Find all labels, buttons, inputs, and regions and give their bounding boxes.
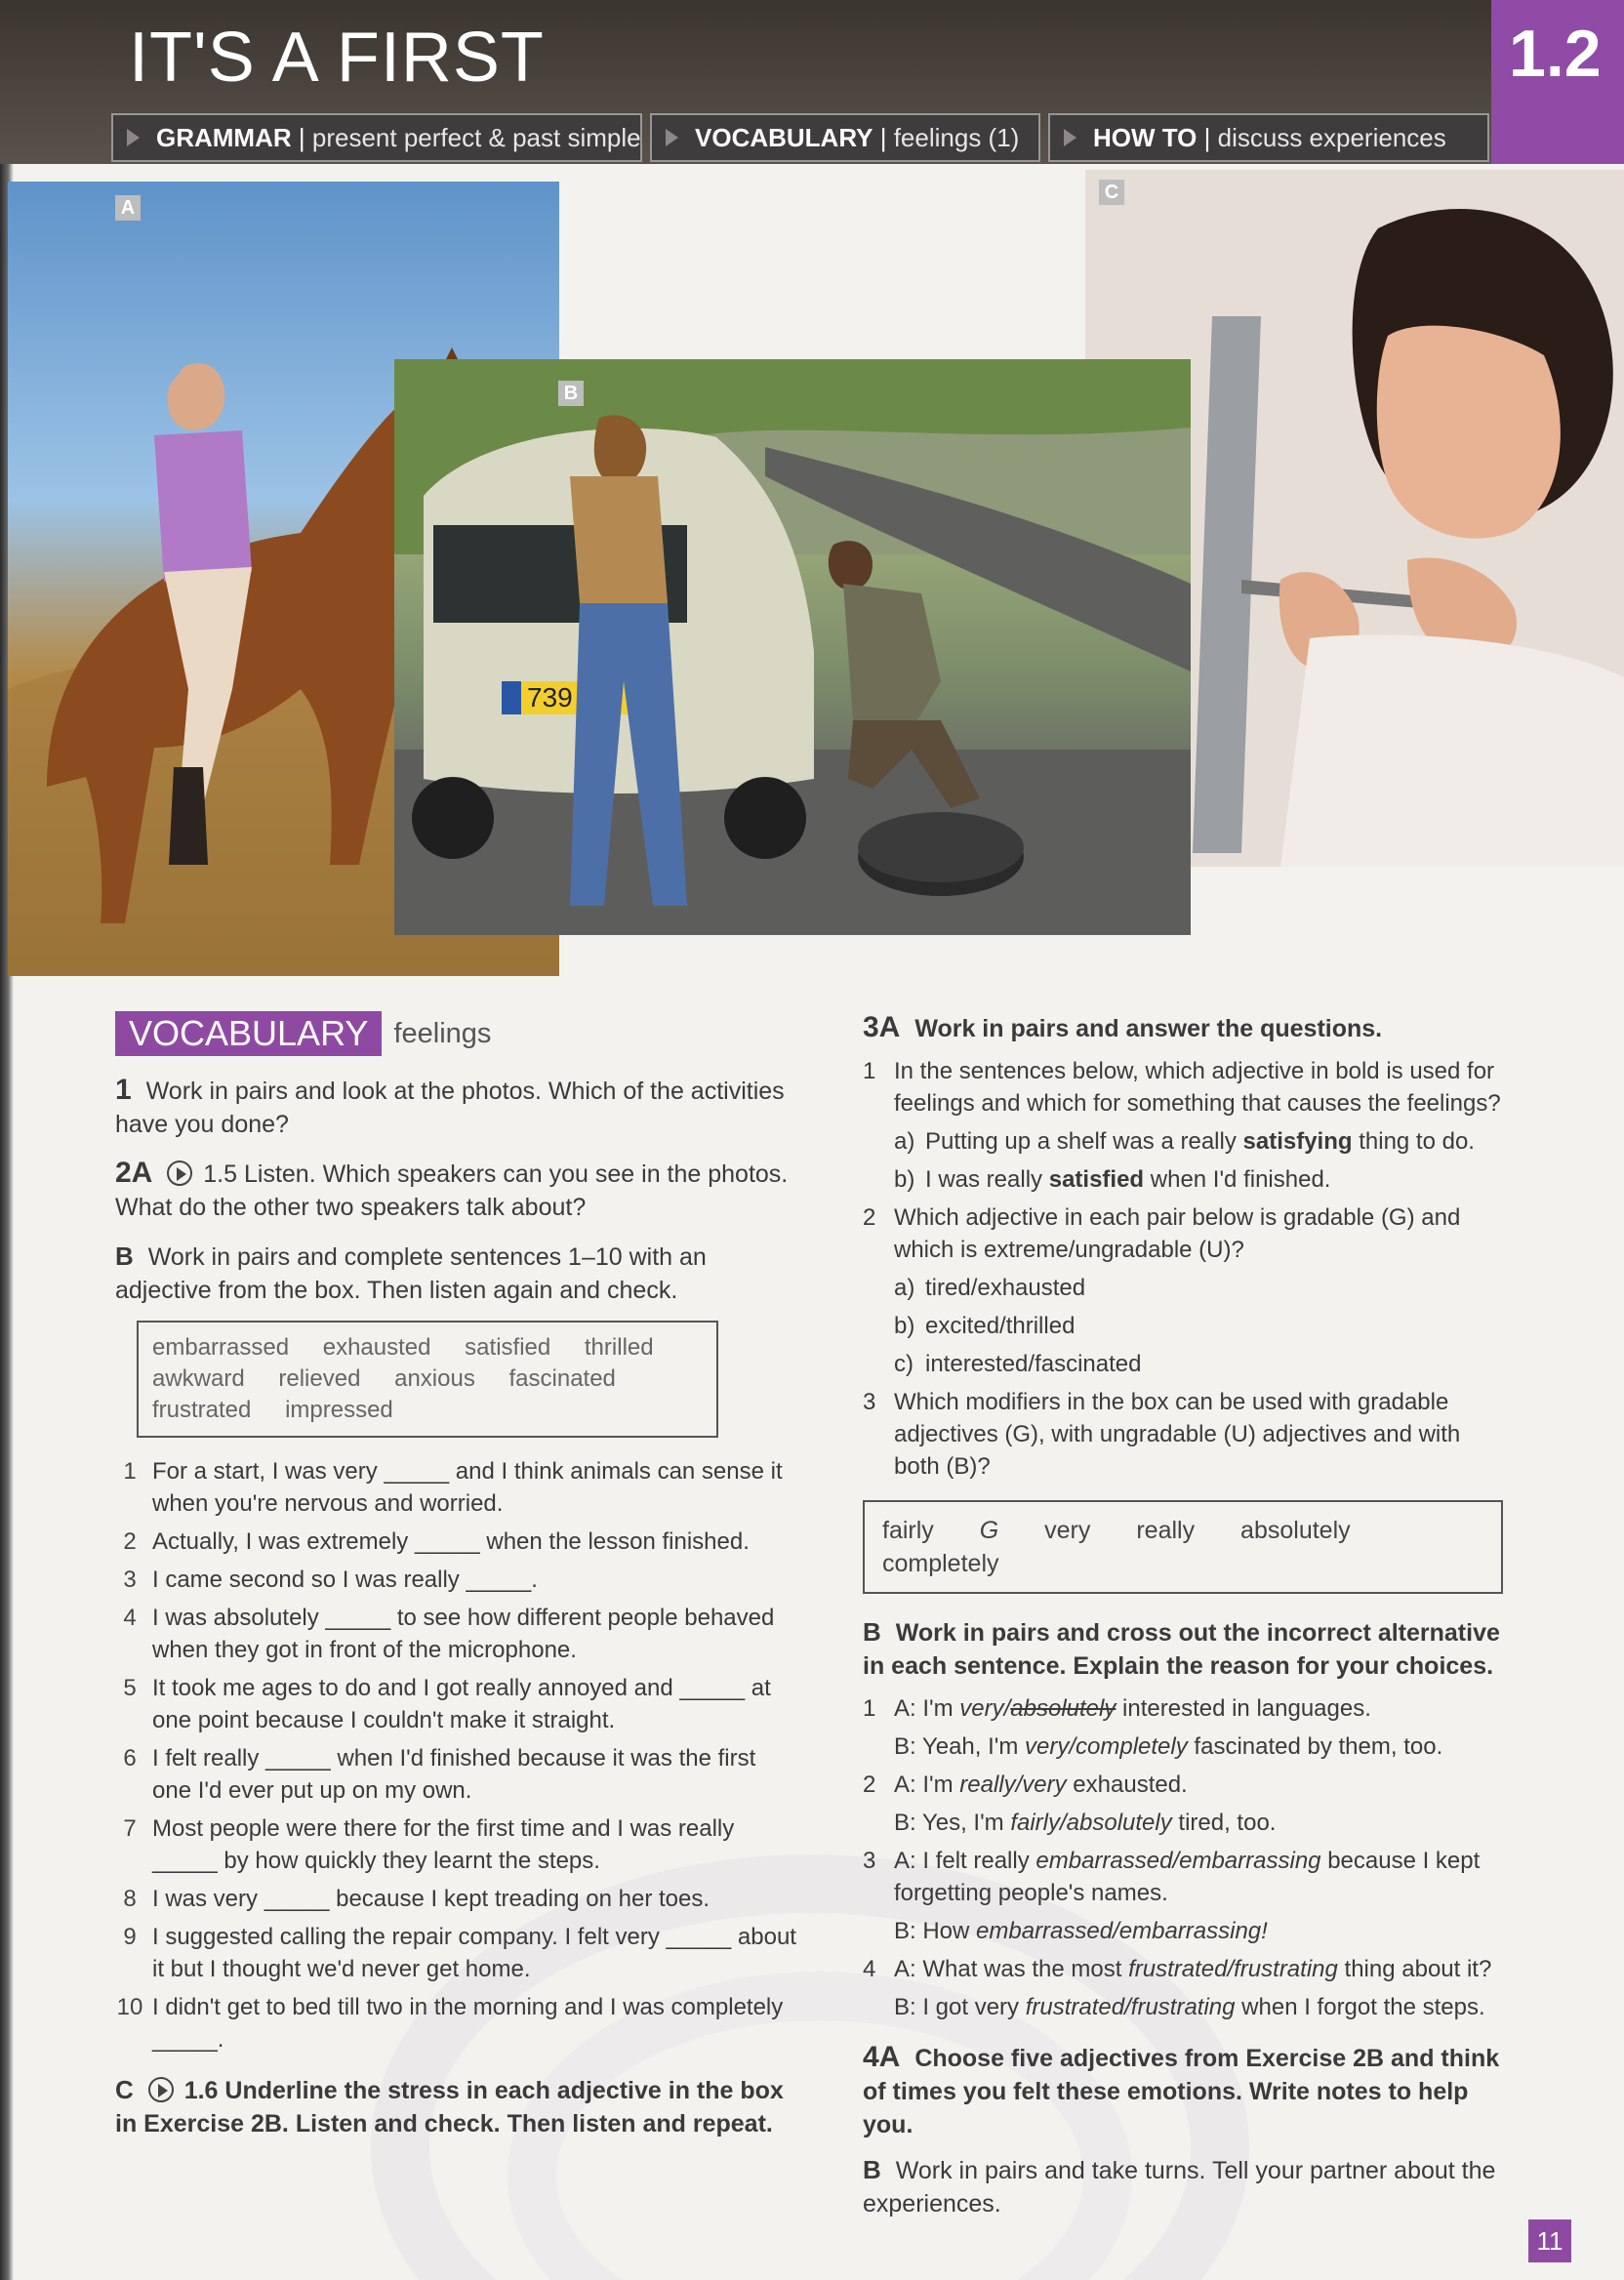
exercise-instruction: Listen. Which speakers can you see in the photos. What do the other two speakers talk about? [115, 1160, 789, 1221]
audio-play-icon[interactable] [148, 2077, 174, 2102]
list-item: 4 A: What was the most frustrated/frustrating thing about it? B: I got very frustrated/frustrating when I forgot the steps. [863, 1956, 1492, 2020]
exercise-2b [115, 1240, 798, 1307]
exercise-3b [863, 1615, 1507, 1683]
audio-play-icon[interactable] [167, 1160, 192, 1186]
exercise-4a [863, 2041, 1507, 2141]
triangle-arrow-icon [666, 129, 678, 146]
word-box-item: satisfied [465, 1334, 551, 1361]
exercise-instruction: Work in pairs and look at the photos. Which of the activities have you done? [115, 1078, 785, 1138]
exercise-instruction: Underline the stress in each adjective in the box in Exercise 2B. Listen and check. Then listen and repeat. [115, 2077, 784, 2138]
tag-label: GRAMMAR [156, 123, 292, 152]
exercise-number: 2A [115, 1157, 153, 1189]
exercise-number: B [863, 1617, 881, 1647]
gap-fill-sentences [115, 1455, 798, 2056]
list-item: 3 Which modifiers in the box can be used with gradable adjectives (G), with ungradable (U) adjectives and with both (B)? [863, 1389, 1461, 1480]
handwritten-mark: G [979, 1517, 999, 1544]
section-band: VOCABULARY [115, 1011, 382, 1056]
word-box-item: awkward [152, 1365, 245, 1392]
exercise-number: C [115, 2075, 134, 2104]
list-item: a) tired/exhausted [894, 1275, 1086, 1301]
license-plate-text: 739 [527, 682, 573, 712]
list-item: 6 I felt really _____ when I'd finished because it was the first one I'd ever put up on my own. [123, 1745, 756, 1804]
dialogue-list [863, 1692, 1507, 2023]
word-box-item: thrilled [584, 1334, 654, 1361]
list-item: 8 I was very _____ because I kept treading on her toes. [123, 1886, 710, 1912]
photo-b-car-tyre [394, 359, 1191, 935]
tag-detail: present perfect & past simple [311, 123, 641, 152]
tag-grammar: GRAMMAR | present perfect & past simple [111, 113, 642, 162]
exercise-4b [863, 2153, 1507, 2220]
tag-vocabulary: VOCABULARY | feelings (1) [650, 113, 1040, 162]
exercise-1 [115, 1074, 798, 1141]
section-subtitle: feelings [393, 1018, 492, 1049]
right-column [863, 1011, 1507, 2230]
exercise-instruction: Work in pairs and answer the questions. [914, 1015, 1383, 1042]
list-item: 3 I came second so I was really _____. [123, 1567, 538, 1593]
word-box-item: fascinated [508, 1365, 616, 1392]
exercise-number: 1 [115, 1074, 132, 1106]
exercise-number: B [863, 2155, 881, 2184]
unit-header [0, 0, 1624, 164]
triangle-arrow-icon [1064, 129, 1076, 146]
tag-detail: feelings (1) [893, 123, 1020, 152]
word-box-item: impressed [285, 1397, 393, 1423]
exercise-number: 3A [863, 1011, 901, 1043]
exercise-instruction: Work in pairs and complete sentences 1–10 with an adjective from the box. Then listen again and check. [115, 1243, 707, 1304]
list-item: 1 In the sentences below, which adjective in bold is used for feelings and which for something that causes the feelings? a) Putting up a shelf was a really satisfying thing to do. b) I was really satisfied when I'd finished. [863, 1055, 1507, 1196]
list-item: a) Putting up a shelf was a really satisfying thing to do. [894, 1128, 1475, 1155]
tag-label: HOW TO [1093, 123, 1198, 152]
exercise-instruction: Work in pairs and cross out the incorrect alternative in each sentence. Explain the reason for your choices. [863, 1619, 1500, 1680]
triangle-arrow-icon [127, 129, 140, 146]
word-box-item: anxious [394, 1365, 475, 1392]
list-item: b) excited/thrilled [894, 1313, 1076, 1339]
list-item: 9 I suggested calling the repair company. I felt very _____ about it but I thought we'd never get home. [123, 1924, 796, 1982]
list-item: 2 Which adjective in each pair below is gradable (G) and which is extreme/ungradable (U)? a) tired/exhausted b) excited/thrilled c) interested/fascinated [863, 1201, 1507, 1380]
modifier-box [863, 1500, 1503, 1594]
word-box-item: embarrassed [152, 1334, 290, 1361]
photo-label: B [558, 381, 584, 406]
audio-track: 1.5 [203, 1160, 238, 1188]
modifier-item: really [1136, 1517, 1196, 1544]
unit-number: 1.2 [1509, 17, 1602, 91]
exercise-instruction: Work in pairs and take turns. Tell your partner about the experiences. [863, 2157, 1496, 2218]
modifier-item: absolutely [1240, 1517, 1351, 1544]
page-title: IT'S A FIRST [129, 19, 545, 97]
word-box-item: relieved [278, 1365, 361, 1392]
word-box-item: frustrated [152, 1397, 252, 1423]
tag-detail: discuss experiences [1217, 123, 1446, 152]
audio-track: 1.6 [183, 2077, 219, 2104]
exercise-2c [115, 2073, 798, 2140]
list-item: 1 A: I'm very/absolutely interested in languages. B: Yeah, I'm very/completely fascinated by them, too. [863, 1695, 1443, 1760]
exercise-number: B [115, 1242, 134, 1271]
list-item: 10 I didn't get to bed till two in the morning and I was completely _____. [116, 1994, 784, 2053]
sub-list [894, 1272, 1507, 1380]
exercise-instruction: Choose five adjectives from Exercise 2B and think of times you felt these emotions. Write notes to help you. [863, 2045, 1500, 2138]
list-item: 5 It took me ages to do and I got really annoyed and _____ at one point because I couldn't make it straight. [123, 1675, 771, 1733]
list-item: 2 Actually, I was extremely _____ when the lesson finished. [123, 1528, 750, 1555]
tag-label: VOCABULARY [695, 123, 873, 152]
list-item: 7 Most people were there for the first time and I was really _____ by how quickly they learnt the steps. [123, 1815, 735, 1874]
left-column [115, 1011, 798, 2150]
word-box [137, 1321, 718, 1438]
sub-list [894, 1125, 1507, 1196]
section-heading [115, 1011, 798, 1056]
crossed-out-word: absolutely [1010, 1695, 1116, 1722]
modifier-item: fairly G [882, 1517, 999, 1544]
word-box-item: exhausted [322, 1334, 431, 1361]
photo-label: C [1099, 180, 1124, 205]
modifier-item: very [1044, 1517, 1091, 1544]
list-item: 3 A: I felt really embarrassed/embarrassing because I kept forgetting people's names. B: How embarrassed/embarrassing! [863, 1848, 1481, 1944]
exercise-2a [115, 1157, 798, 1224]
car-roadside-illustration [394, 359, 1191, 935]
list-item: c) interested/fascinated [894, 1351, 1142, 1377]
list-item: 2 A: I'm really/very exhausted. B: Yes, I'm fairly/absolutely tired, too. [863, 1771, 1277, 1836]
exercise-3a [863, 1011, 1507, 1045]
tag-how-to: HOW TO | discuss experiences [1048, 113, 1489, 162]
modifier-item: completely [882, 1550, 999, 1577]
exercise-number: 4A [863, 2041, 901, 2073]
page-number: 11 [1528, 2219, 1571, 2262]
list-item: b) I was really satisfied when I'd finished. [894, 1166, 1331, 1193]
list-item: 4 I was absolutely _____ to see how different people behaved when they got in front of the microphone. [123, 1605, 775, 1663]
question-list [863, 1055, 1507, 1483]
photo-label: A [115, 195, 141, 221]
list-item: 1 For a start, I was very _____ and I think animals can sense it when you're nervous and worried. [123, 1458, 783, 1517]
